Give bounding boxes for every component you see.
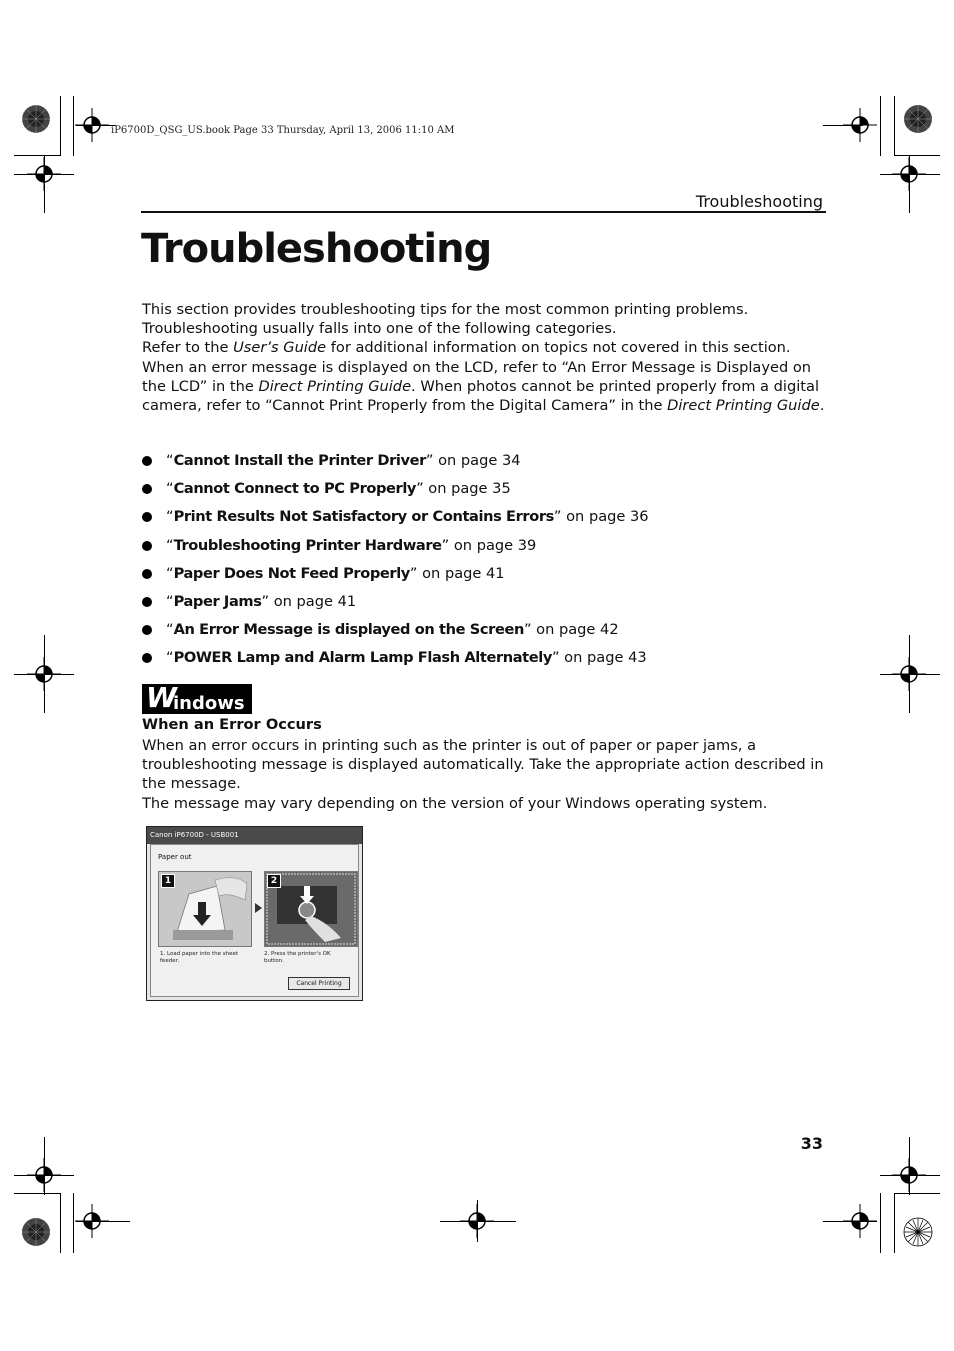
running-header: Troubleshooting: [695, 192, 823, 211]
section-paragraph: When an error occurs in printing such as the printer is out of paper or paper jams, a troubleshooting message is displayed automatically. Take the appropriate action described in the message.: [142, 737, 824, 793]
starburst-target-icon: [903, 104, 933, 134]
starburst-target-icon: [21, 1217, 51, 1247]
registration-mark-icon: [892, 657, 926, 691]
book-slug: iP6700D_QSG_US.book Page 33 Thursday, April 13, 2006 11:10 AM: [111, 125, 455, 136]
bullet-icon: [142, 569, 152, 579]
topic-link-list: [142, 451, 649, 677]
bullet-icon: [142, 512, 152, 522]
section-heading: When an Error Occurs: [142, 716, 322, 733]
topic-link[interactable]: Paper Jams: [173, 592, 262, 610]
page-number: 33: [800, 1134, 823, 1153]
registration-mark-icon: [460, 1204, 494, 1238]
windows-logo-text: indows: [173, 693, 245, 714]
registration-mark-icon: [843, 108, 877, 142]
intro-line: When an error message is displayed on the LCD, refer to “An Error Message is Displayed on the LCD” in the Direct Printing Guide. When photos cannot be printed properly from a digital camera, refer to “Cannot Print Properly from the Digital Camera” in the Direct Printing Guide.: [142, 358, 825, 415]
section-paragraph: The message may vary depending on the version of your Windows operating system.: [142, 794, 768, 812]
registration-mark-icon: [27, 1158, 61, 1192]
bullet-icon: [142, 597, 152, 607]
header-rule: [141, 211, 826, 213]
section-text: [142, 736, 827, 813]
registration-mark-icon: [75, 108, 109, 142]
direct-printing-guide-ref: Direct Printing Guide: [258, 377, 412, 395]
list-item: “Cannot Connect to PC Properly” on page 35: [142, 479, 649, 507]
error-dialog-screenshot: [146, 826, 363, 1001]
bullet-icon: [142, 541, 152, 551]
list-item: “POWER Lamp and Alarm Lamp Flash Alternately” on page 43: [142, 648, 649, 676]
intro-line: Troubleshooting usually falls into one of the following categories.: [142, 320, 617, 338]
bullet-icon: [142, 653, 152, 663]
step-1-illustration: [158, 871, 252, 947]
list-item: “An Error Message is displayed on the Screen” on page 42: [142, 620, 649, 648]
topic-link[interactable]: POWER Lamp and Alarm Lamp Flash Alternately: [173, 649, 552, 667]
topic-link[interactable]: An Error Message is displayed on the Screen: [173, 621, 524, 639]
step-number: 2: [267, 874, 281, 888]
cancel-printing-button[interactable]: Cancel Printing: [288, 977, 350, 990]
registration-mark-icon: [843, 1204, 877, 1238]
intro-text: [142, 300, 832, 415]
list-item: “Cannot Install the Printer Driver” on page 34: [142, 451, 649, 479]
registration-mark-icon: [27, 157, 61, 191]
step-2-illustration: [264, 871, 358, 947]
registration-mark-icon: [892, 157, 926, 191]
registration-mark-icon: [892, 1158, 926, 1192]
bullet-icon: [142, 456, 152, 466]
page-title: Troubleshooting: [141, 226, 492, 272]
dialog-title: Canon iP6700D - USB001: [147, 827, 362, 844]
step-number: 1: [161, 874, 175, 888]
registration-mark-icon: [27, 657, 61, 691]
list-item: “Print Results Not Satisfactory or Contains Errors” on page 36: [142, 507, 649, 535]
users-guide-ref: User’s Guide: [233, 339, 327, 357]
arrow-right-icon: [255, 903, 262, 913]
step-2-caption: 2. Press the printer's OK button.: [264, 951, 331, 964]
topic-link[interactable]: Troubleshooting Printer Hardware: [173, 536, 442, 554]
topic-link[interactable]: Cannot Connect to PC Properly: [173, 480, 417, 498]
list-item: “Troubleshooting Printer Hardware” on page 39: [142, 536, 649, 564]
direct-printing-guide-ref: Direct Printing Guide: [667, 397, 820, 415]
dialog-body: [150, 844, 359, 997]
intro-line: Refer to the User’s Guide for additional information on topics not covered in this section.: [142, 339, 791, 357]
topic-link[interactable]: Print Results Not Satisfactory or Contains Errors: [173, 508, 554, 526]
bullet-icon: [142, 625, 152, 635]
list-item: “Paper Jams” on page 41: [142, 592, 649, 620]
list-item: “Paper Does Not Feed Properly” on page 41: [142, 564, 649, 592]
bullet-icon: [142, 484, 152, 494]
starburst-target-icon: [21, 104, 51, 134]
windows-logo: [142, 681, 252, 714]
step-1-caption: 1. Load paper into the sheet feeder.: [160, 951, 239, 964]
topic-link[interactable]: Cannot Install the Printer Driver: [173, 452, 426, 469]
topic-link[interactable]: Paper Does Not Feed Properly: [173, 564, 410, 582]
starburst-target-icon: [903, 1217, 933, 1247]
dialog-message: Paper out: [158, 853, 192, 861]
intro-line: This section provides troubleshooting tips for the most common printing problems.: [142, 301, 749, 318]
windows-logo-initial: W: [146, 681, 175, 714]
registration-mark-icon: [75, 1204, 109, 1238]
